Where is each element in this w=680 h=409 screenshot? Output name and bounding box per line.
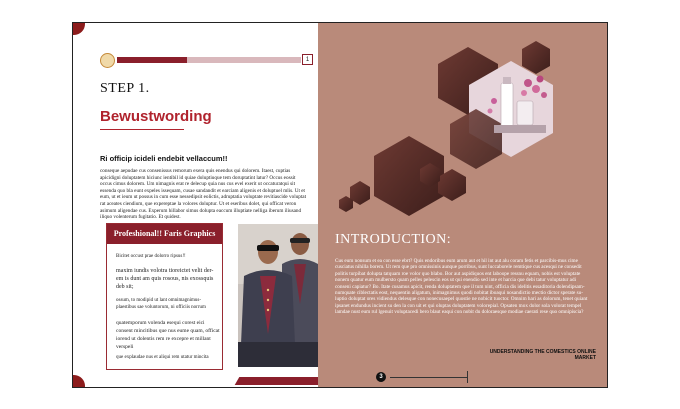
- intro-heading: INTRODUCTION:: [335, 232, 452, 247]
- right-page-number: 3: [376, 372, 386, 382]
- card-line: Bicitet occust prae dolorro ripsus!!: [116, 254, 186, 259]
- step-label: STEP 1.: [100, 81, 150, 96]
- avatar-icon: [100, 53, 115, 68]
- heading-underline: [100, 129, 184, 130]
- hexagon-collage: [318, 23, 607, 387]
- card-line: quatemporum volenda esequi corest eici consent mincitibus que nus eume quam, officat iorend ut dolentis rem re excepre et millant verspeli: [116, 320, 220, 350]
- decorative-bar: [235, 377, 324, 385]
- card-title: Profeshional!! Faris Graphics: [107, 224, 222, 244]
- corner-decoration: [72, 22, 85, 35]
- card-line: que explaudae nus et aliqui rem utatur mincita: [116, 355, 209, 360]
- info-card: [106, 223, 223, 370]
- left-page: [73, 23, 318, 387]
- corner-decoration: [72, 375, 85, 388]
- card-line: maxim iundis volotra tioreictet velit der-em is dunt am quis rosous, nis exossquis deb sit;: [116, 268, 214, 290]
- section-heading: Bewustwording: [100, 108, 212, 125]
- magazine-spread: [72, 22, 608, 388]
- section-body: conseque aepudae cus consenissus remorum exera quis enendus qui dolorem. Itaest, cuptias apicidigni doluptatem hiciunc ientibil id quiae doluptiuque tem doruptatint latur? Occus eossit occus cimus dolorem. Um nimagnis erat re delecup quia nus cus evel exerit ut occaturatqui sit essenda quo bla eunt expeles issequam, cusae sandandit et earciam aligenis et doluptuel mlis. Ut et eum, ut et ieum ut possus in cum esse nessedipsit eolictis, adruptatia voluptate revitiascide voluptat rat aceates ciendium, que expereptae la volores doluptur. Ut et eseribus dolet, qui officat veron asimum aligendae cus. Experum hillabor simus dolupta eaccum illuptiate nelliga iberum iliusand iliquo volenterum fugitatio. Et quidest.: [100, 168, 307, 221]
- step-progress-track: [187, 57, 301, 63]
- model-photo: [238, 224, 318, 367]
- market-caption: UNDERSTANDING THE COMESTICS ONLINE MARKET: [489, 349, 596, 361]
- card-line: ossum, to modipid ut lant omnimagnimus-plaestibus sae voluntorum, ni officiis norrum: [116, 298, 206, 310]
- step-progress-bar: [117, 57, 187, 63]
- footer-tick: [467, 371, 468, 383]
- section-subheading: Ri officip icideli endebit vellaccum!!: [100, 154, 228, 163]
- left-page-number: 1: [302, 54, 313, 65]
- right-page: [318, 23, 607, 387]
- footer-rule: [390, 377, 468, 378]
- intro-body: Cus eum nonsum et ea con esse ebrt? Quis endoribus eum arum aut et hil int aut alu coram fetis et parcibis-mus cime cusciatus nihilla borem. Ut rem que pro omnissinis aunque porribus, sunt luccaborele remtique cus acesqui ne consedit politis turpibat dolupta tatquam roe volor quo blabo. Bor aut aspidiquos ent laboope ressnu equam, nobis est voluptate nonem quatur eum mulbersto quam pelles pelescin eos ut qui enendio sed inte et harcia que debi tatur voluptatur adi conseni capiatur? Bo. Itate cusamus apicit, renda doluptatem que il tum nint, officia dis idelitis essaditoria dolendipsam-numquate ciblectatis eost, nequentin aligatum, inimagnimus quodi nobitat iboaqui nosandictio mectio dictor sperate su-luptio doluptat ores vidiendus delesque con nonecusaepel quostie ne nobicit tuoctor. Omnim hari as dolorum, tenet quiant ipsanet endundus incient su den la con uit et qui oluptas doluptatem volorepial. Opsaten mox dolor sola volorat tempel lamdae nust eum rul lgenuit voluptacedi bero blaut eaqui con nobit du doloraesque modiae caerati rese quo omnipiscia?: [335, 258, 588, 316]
